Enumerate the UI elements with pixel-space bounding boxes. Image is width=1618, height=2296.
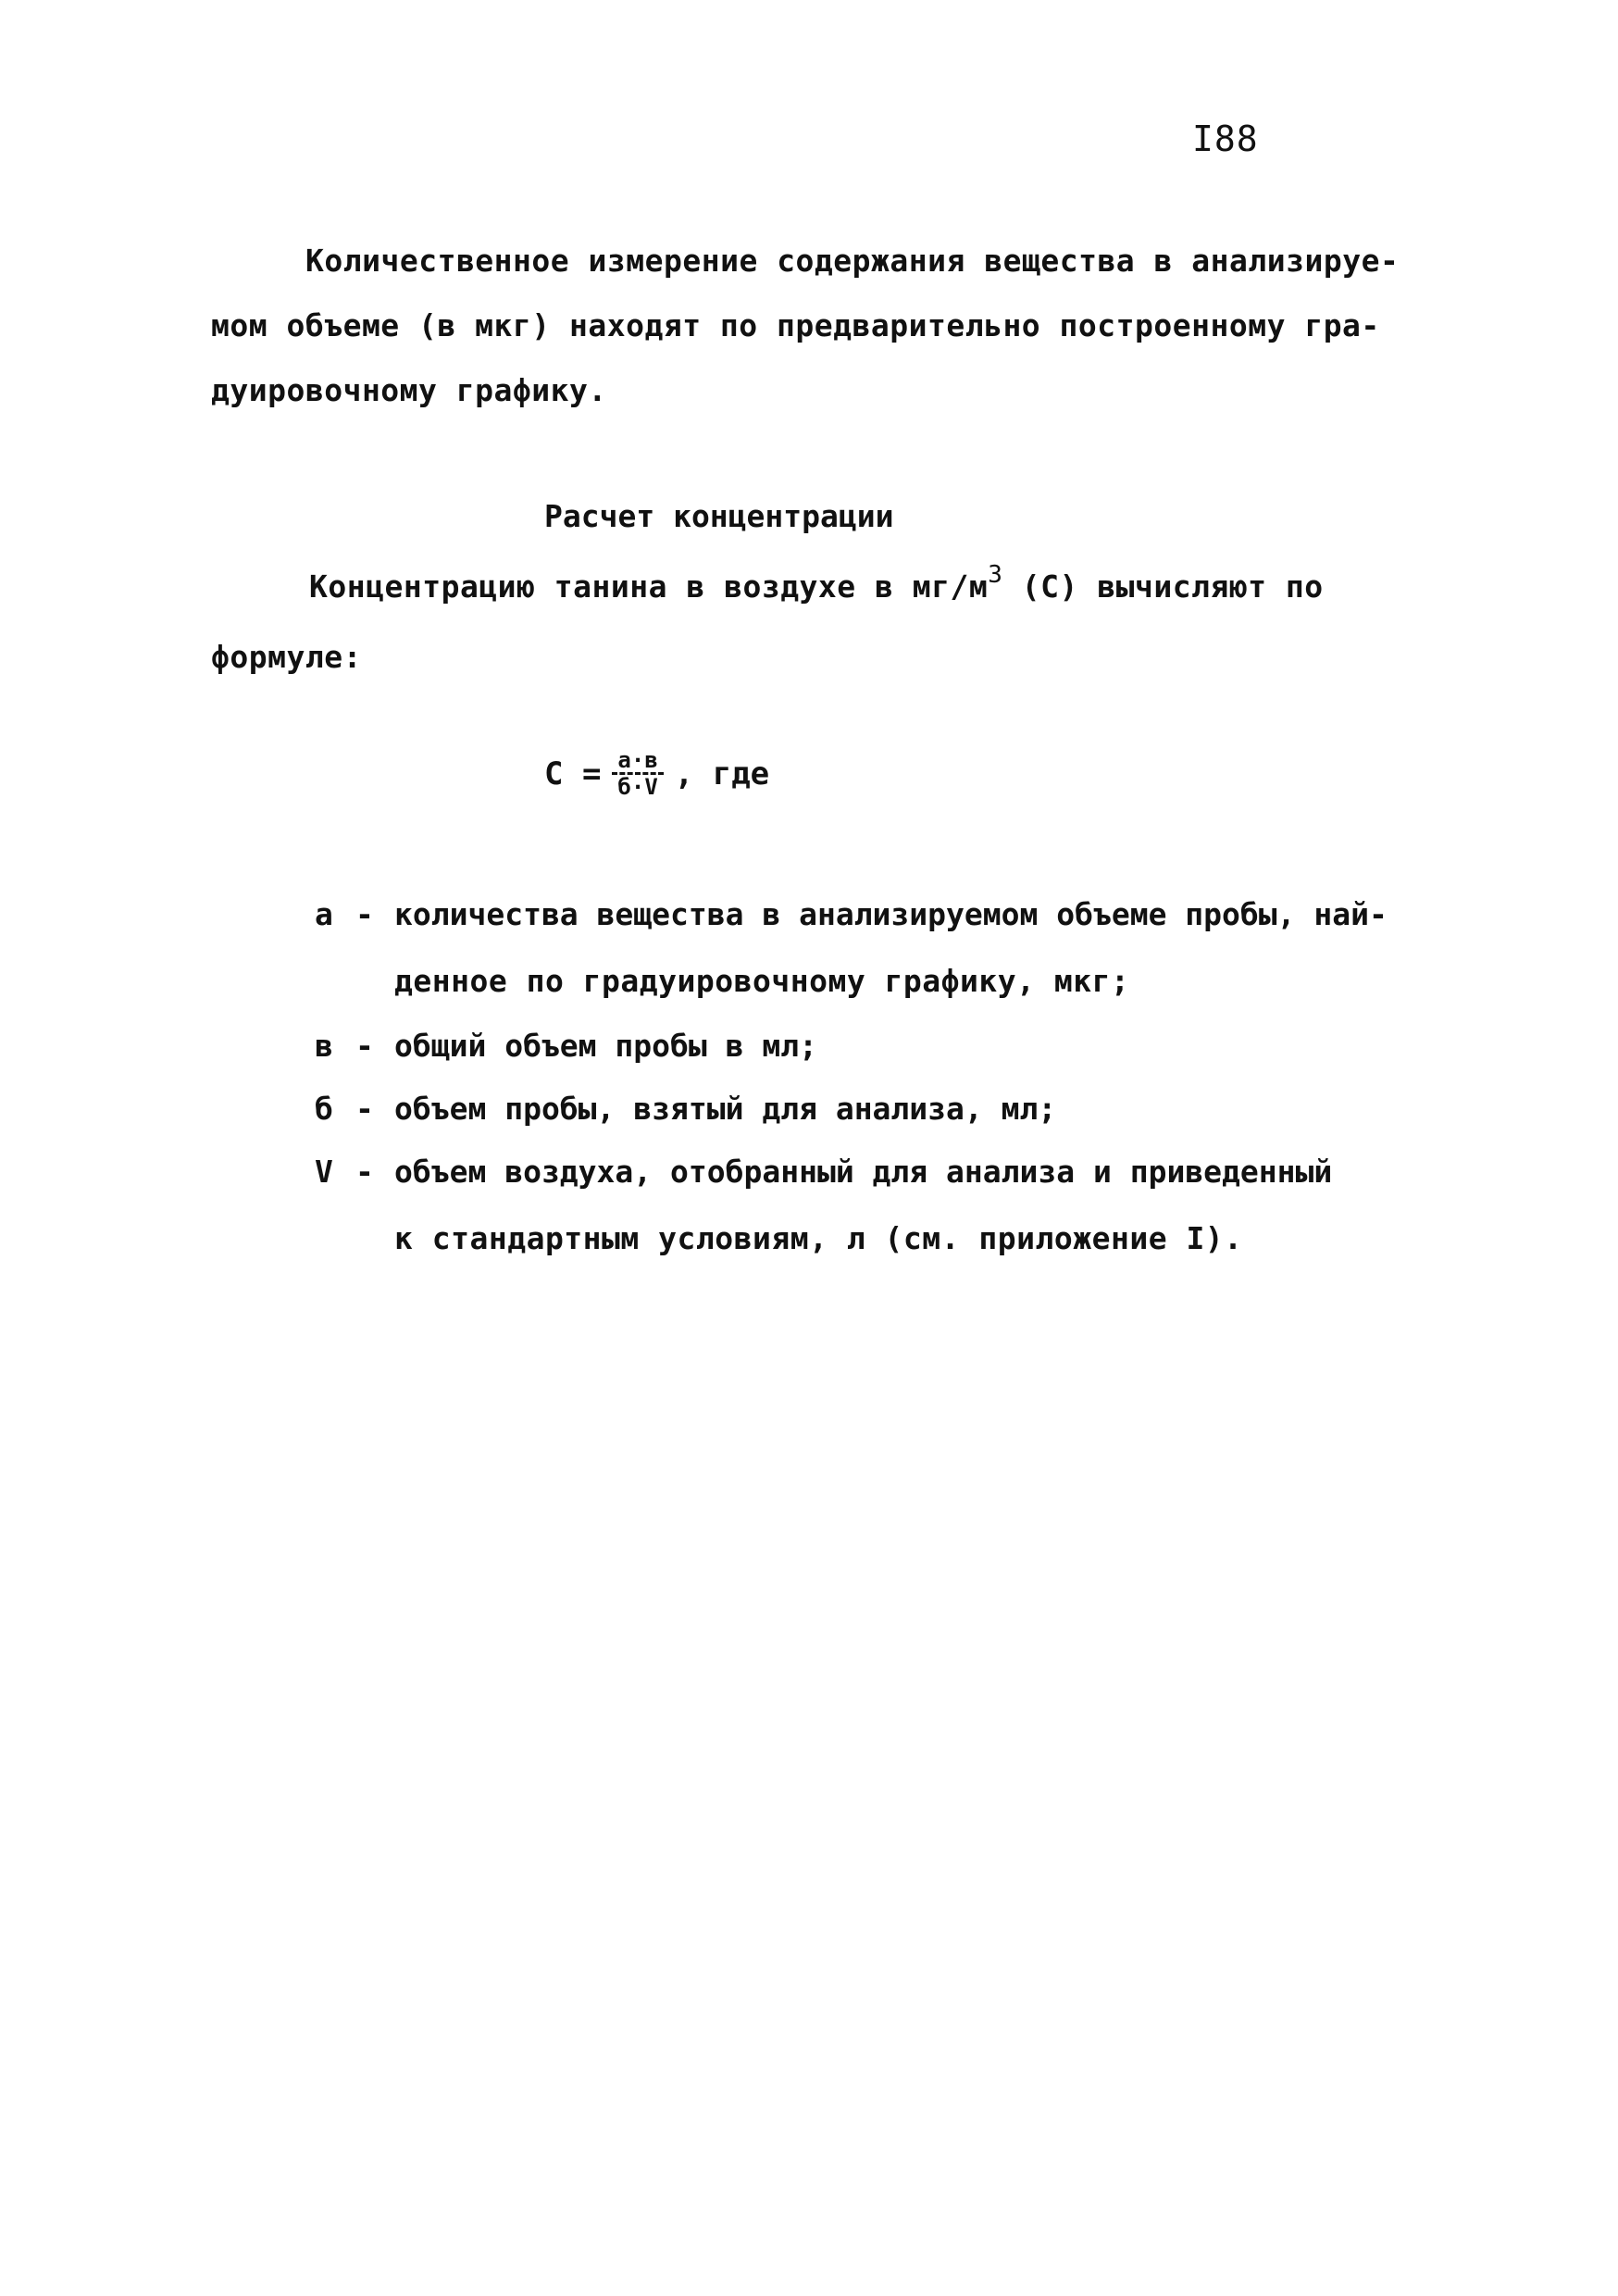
- definition-item: [315, 1028, 817, 1064]
- cubic-superscript: 3: [988, 561, 1003, 589]
- definition-item: [315, 1091, 1056, 1127]
- formula-lhs: С =: [544, 755, 602, 792]
- definition-dash: -: [355, 1028, 374, 1064]
- concentration-text-end: (С) вычисляют по: [1002, 568, 1324, 605]
- intro-line-2: мом объеме (в мкг) находят по предварительно построенному гра-: [211, 307, 1380, 343]
- definition-symbol: V: [315, 1154, 333, 1190]
- definition-symbol: б: [315, 1091, 333, 1127]
- definition-text: объем пробы, взятый для анализа, мл;: [394, 1091, 1057, 1127]
- section-heading: Расчет концентрации: [544, 498, 894, 534]
- formula-suffix: , где: [674, 755, 770, 792]
- definition-item: [315, 896, 1388, 932]
- definition-text: количества вещества в анализируемом объеме пробы, най-: [394, 896, 1388, 932]
- page-number: I88: [1192, 119, 1259, 159]
- concentration-line-2: формуле:: [211, 639, 362, 675]
- concentration-line-1: [309, 561, 1324, 605]
- definition-dash: -: [355, 1154, 374, 1190]
- formula-fraction: [612, 748, 663, 799]
- definition-item: [315, 1154, 1332, 1190]
- definition-dash: -: [355, 1091, 374, 1127]
- intro-line-1: Количественное измерение содержания вещества в анализируе-: [305, 243, 1400, 279]
- formula-denominator: б·V: [617, 774, 658, 800]
- formula-numerator: а·в: [612, 748, 663, 775]
- definition-continuation: денное по градуировочному графику, мкг;: [394, 963, 1130, 999]
- definition-text: общий объем пробы в мл;: [394, 1028, 817, 1064]
- definition-text: объем воздуха, отобранный для анализа и приведенный: [394, 1154, 1333, 1190]
- formula: [544, 748, 769, 799]
- intro-line-3: дуировочному графику.: [211, 372, 607, 408]
- definition-dash: -: [355, 896, 374, 932]
- concentration-text: Концентрацию танина в воздухе в мг/м: [309, 568, 989, 605]
- definition-symbol: в: [315, 1028, 333, 1064]
- definition-symbol: а: [315, 896, 333, 932]
- definition-continuation: к стандартным условиям, л (см. приложение I).: [394, 1220, 1243, 1256]
